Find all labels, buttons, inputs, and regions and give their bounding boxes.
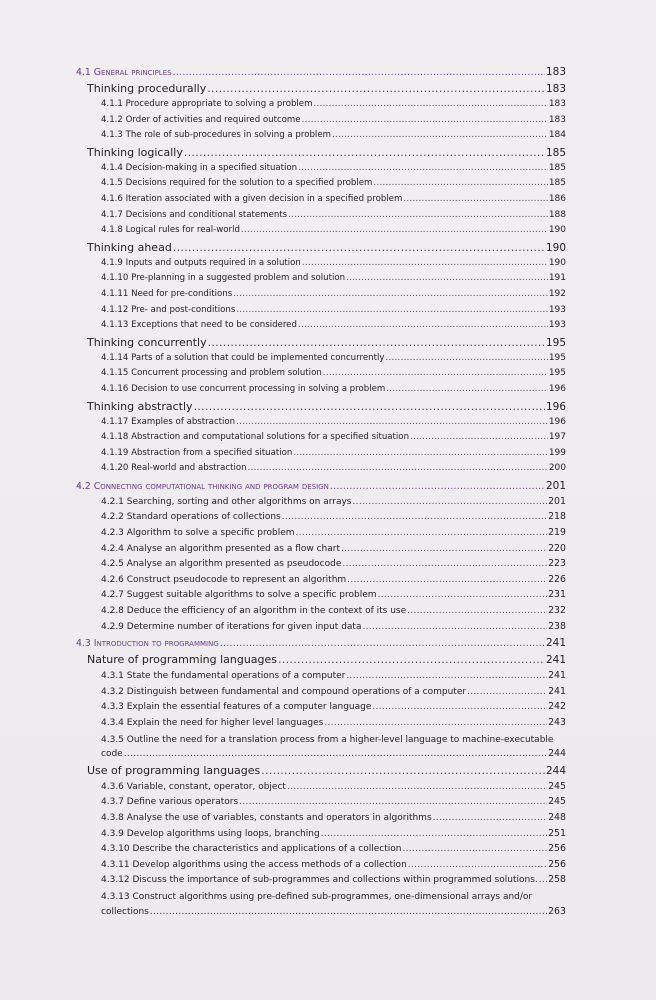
toc-item-label: 4.3.11 Develop algorithms using the access methods of a collection [101, 859, 407, 870]
toc-item[interactable] [76, 686, 566, 702]
toc-item-label: 4.3.3 Explain the essential features of a computer language [101, 702, 372, 713]
page-number: 256 [548, 843, 566, 855]
toc-item[interactable] [76, 874, 566, 890]
toc-item-label: 4.3.8 Analyse the use of variables, constants and operators in algorithms [101, 812, 432, 823]
leader-dots [302, 115, 548, 125]
page-number: 263 [548, 905, 566, 917]
leader-dots [346, 671, 547, 681]
page-number: 190 [548, 225, 566, 236]
page-number: 183 [545, 83, 566, 95]
leader-dots [220, 638, 545, 649]
page-number: 244 [548, 748, 566, 760]
toc-item[interactable] [76, 130, 566, 146]
toc-item[interactable] [76, 273, 566, 289]
leader-dots [372, 702, 547, 712]
page-number: 258 [548, 874, 566, 886]
page-number: 191 [548, 273, 566, 284]
page-number: 226 [548, 573, 566, 585]
page-number: 196 [548, 383, 566, 394]
toc-item-label: 4.1.18 Abstraction and computational solutions for a specified situation [101, 432, 410, 443]
toc-item-label: 4.2.7 Suggest suitable algorithms to solve a specific problem [101, 590, 377, 601]
leader-dots [539, 875, 547, 885]
toc-item-label: 4.2.9 Determine number of iterations for given input data [101, 621, 362, 632]
page-number: 183 [548, 114, 566, 125]
toc-item[interactable] [76, 859, 566, 875]
toc-item-label: 4.1.12 Pre- and post-conditions [101, 304, 236, 315]
page-number: 185 [545, 146, 566, 159]
toc-item-label: 4.2.3 Algorithm to solve a specific problem [101, 528, 295, 539]
page-number: 219 [548, 527, 566, 539]
page-number: 241 [545, 637, 566, 650]
leader-dots [410, 432, 548, 442]
toc-item[interactable] [76, 701, 566, 717]
toc-section-title: 4.2 Connecting computational thinking and program design [76, 480, 329, 492]
page-number: 251 [548, 827, 566, 839]
toc-item-label: 4.1.6 Iteration associated with a given decision in a specified problem [101, 193, 403, 204]
leader-dots [362, 622, 547, 632]
toc-item-label: 4.3.9 Develop algorithms using loops, branching [101, 828, 320, 839]
toc-item-label: 4.1.3 The role of sub-procedures in solving a problem [101, 130, 331, 141]
leader-dots [236, 417, 548, 427]
toc-item[interactable] [76, 828, 566, 844]
leader-dots [323, 368, 548, 378]
toc-item-label: 4.3.1 State the fundamental operations of a computer [101, 671, 346, 682]
toc-group-title: Thinking ahead [87, 240, 172, 254]
page-number: 220 [548, 542, 566, 554]
page-number: 184 [548, 130, 566, 141]
toc-item[interactable] [76, 527, 566, 543]
toc-group-thinking-logically[interactable] [76, 146, 566, 163]
toc-item[interactable] [76, 163, 566, 179]
leader-dots [353, 497, 548, 507]
page-number: 195 [548, 368, 566, 379]
toc-group-title: Thinking abstractly [87, 399, 193, 413]
page-number: 201 [548, 495, 566, 507]
toc-item-label: 4.1.7 Decisions and conditional statements [101, 209, 288, 220]
toc-item-label: 4.1.14 Parts of a solution that could be implemented concurrently [101, 352, 385, 363]
page-number: 186 [548, 193, 566, 204]
page-number: 193 [548, 304, 566, 315]
page-number: 238 [548, 620, 566, 632]
toc-item[interactable] [76, 258, 566, 274]
toc-item[interactable] [76, 289, 566, 305]
toc-item-label: 4.1.15 Concurrent processing and problem solution [101, 368, 322, 379]
toc-item-label: 4.3.6 Variable, constant, operator, object [101, 781, 286, 792]
toc-item-label: 4.1.11 Need for pre-conditions [101, 288, 233, 299]
toc-item[interactable] [76, 210, 566, 226]
page-number: 190 [545, 241, 566, 254]
leader-dots [208, 336, 545, 349]
toc-group-nature-of-programming-languages[interactable] [76, 653, 566, 670]
page-number: 185 [548, 178, 566, 189]
toc-item-label: 4.1.19 Abstraction from a specified situation [101, 447, 293, 458]
toc-item-label-line2: collections [101, 906, 149, 917]
toc-item-label: 4.1.16 Decision to use concurrent processing in solving a problem [101, 383, 386, 394]
toc-section-title: 4.1 General principles [76, 67, 172, 78]
toc-item-label: 4.2.8 Deduce the efficiency of an algorithm in the context of its use [101, 606, 407, 617]
toc-item-label: 4.2.6 Construct pseudocode to represent an algorithm [101, 574, 347, 585]
leader-dots [407, 606, 547, 616]
toc-item-label: 4.1.4 Decision-making in a specified situation [101, 162, 298, 173]
leader-dots [347, 575, 547, 585]
leader-dots [385, 353, 547, 363]
toc-item[interactable] [76, 417, 566, 433]
page-number: 244 [545, 764, 566, 777]
toc-section-title: 4.3 Introduction to programming [76, 638, 219, 650]
page-number: 200 [548, 463, 566, 474]
toc-item-label: 4.2.2 Standard operations of collections [101, 512, 281, 523]
toc-item[interactable] [76, 225, 566, 241]
toc-item-label-line2: code [101, 749, 123, 760]
leader-dots [194, 400, 545, 413]
leader-dots [330, 481, 545, 492]
toc-item-label: 4.1.13 Exceptions that need to be considered [101, 320, 297, 331]
leader-dots [386, 384, 548, 394]
toc-item[interactable] [76, 368, 566, 384]
page-number: 199 [548, 447, 566, 458]
toc-item[interactable] [76, 558, 566, 574]
leader-dots [287, 782, 547, 792]
toc-group-title: Thinking procedurally [87, 82, 207, 95]
toc-group-title: Use of programming languages [87, 763, 261, 777]
leader-dots [239, 797, 547, 807]
leader-dots [341, 544, 547, 554]
page-number: 223 [548, 558, 566, 570]
leader-dots [261, 764, 545, 777]
page-number: 185 [548, 162, 566, 173]
page-number: 183 [545, 66, 566, 78]
leader-dots [346, 273, 548, 283]
toc-section-4-2[interactable] [76, 480, 566, 496]
leader-dots [378, 590, 548, 600]
toc-item[interactable] [76, 621, 566, 637]
page-number: 192 [548, 288, 566, 299]
toc-item[interactable] [76, 194, 566, 210]
toc-item[interactable] [76, 589, 566, 605]
toc-item-label: 4.1.20 Real-world and abstraction [101, 463, 247, 474]
toc-item-label: 4.3.4 Explain the need for higher level languages [101, 718, 324, 728]
leader-dots [150, 907, 547, 917]
toc-group-thinking-ahead[interactable] [76, 241, 566, 258]
leader-dots [408, 860, 547, 870]
leader-dots [402, 844, 547, 854]
leader-dots [282, 512, 547, 522]
page-number: 232 [548, 605, 566, 617]
leader-dots [236, 305, 547, 315]
toc-item-multiline[interactable] [76, 890, 566, 921]
toc-section-4-3[interactable] [76, 637, 566, 653]
toc-item-label-line1: 4.3.5 Outline the need for a translation process from a higher-level language to machine-executable [101, 734, 554, 745]
leader-dots [324, 718, 547, 728]
toc-item-label-line1: 4.3.13 Construct algorithms using pre-defined sub-programmes, one-dimensional arrays and/or [101, 891, 533, 902]
toc-item[interactable] [76, 448, 566, 464]
toc-group-thinking-concurrently[interactable] [76, 336, 566, 353]
page-number: 190 [548, 257, 566, 268]
toc-item[interactable] [76, 496, 566, 512]
page-number: 195 [545, 336, 566, 349]
leader-dots [248, 463, 548, 473]
toc-item-label: 4.2.4 Analyse an algorithm presented as a flow chart [101, 543, 340, 554]
page-number: 248 [548, 811, 566, 823]
page-number: 241 [548, 685, 566, 697]
toc-item[interactable] [76, 812, 566, 828]
page-number: 245 [548, 796, 566, 808]
toc-item[interactable] [76, 463, 566, 479]
toc-item-label: 4.1.2 Order of activities and required outcome [101, 114, 301, 125]
toc-item[interactable] [76, 99, 566, 115]
toc-item-multiline[interactable] [76, 733, 566, 764]
toc-item[interactable] [76, 843, 566, 859]
toc-item-label: 4.1.8 Logical rules for real-world [101, 225, 240, 236]
toc-item-label: 4.1.17 Examples of abstraction [101, 416, 236, 427]
leader-dots [184, 146, 545, 159]
toc-item[interactable] [76, 115, 566, 131]
page-number: 256 [548, 858, 566, 870]
leader-dots [288, 210, 548, 220]
toc-group-title: Thinking concurrently [87, 335, 207, 349]
toc-group-use-of-programming-languages[interactable] [76, 764, 566, 781]
leader-dots [173, 241, 545, 254]
page-number: 242 [548, 701, 566, 713]
toc-item-label: 4.1.1 Procedure appropriate to solving a problem [101, 99, 313, 109]
toc-section-4-1[interactable] [76, 66, 566, 82]
toc-item-label: 4.1.9 Inputs and outputs required in a solution [101, 257, 301, 268]
leader-dots [313, 99, 547, 109]
toc-item[interactable] [76, 511, 566, 527]
leader-dots [296, 528, 548, 538]
leader-dots [302, 258, 548, 268]
leader-dots [342, 559, 547, 569]
leader-dots [207, 82, 545, 95]
toc-item[interactable] [76, 670, 566, 686]
toc-item[interactable] [76, 781, 566, 797]
page-number: 245 [548, 780, 566, 792]
page-number: 196 [545, 400, 566, 413]
toc-item-label: 4.2.5 Analyse an algorithm presented as pseudocode [101, 559, 342, 570]
leader-dots [467, 687, 547, 697]
toc-item[interactable] [76, 574, 566, 590]
toc-item[interactable] [76, 717, 566, 733]
page-number: 201 [545, 479, 566, 492]
page-number: 188 [548, 209, 566, 220]
toc-item[interactable] [76, 320, 566, 336]
toc-item-label: 4.3.2 Distinguish between fundamental and compound operations of a computer [101, 686, 467, 697]
toc-group-title: Nature of programming languages [87, 653, 278, 667]
toc-item[interactable] [76, 543, 566, 559]
toc-item-label: 4.1.10 Pre-planning in a suggested problem and solution [101, 273, 346, 284]
toc-item-label: 4.1.5 Decisions required for the solution to a specified problem [101, 178, 373, 189]
leader-dots [298, 163, 548, 173]
table-of-contents [76, 66, 566, 921]
toc-group-title: Thinking logically [87, 145, 183, 159]
leader-dots [241, 225, 548, 235]
page-number: 183 [548, 99, 566, 109]
page-number: 243 [548, 717, 566, 728]
toc-item-label: 4.3.12 Discuss the importance of sub-programmes and collections within programmed solutions. [101, 875, 538, 886]
leader-dots [278, 653, 545, 666]
page-number: 241 [545, 654, 566, 667]
leader-dots [173, 67, 545, 78]
leader-dots [433, 813, 547, 823]
toc-item[interactable] [76, 178, 566, 194]
toc-item[interactable] [76, 384, 566, 400]
toc-item-label: 4.3.7 Define various operators [101, 797, 239, 808]
leader-dots [298, 320, 548, 330]
toc-group-thinking-procedurally[interactable] [76, 82, 566, 99]
toc-group-thinking-abstractly[interactable] [76, 400, 566, 417]
page-number: 196 [548, 416, 566, 427]
toc-item[interactable] [76, 605, 566, 621]
page-number: 231 [548, 589, 566, 601]
page-number: 197 [548, 432, 566, 443]
leader-dots [124, 749, 547, 759]
leader-dots [332, 130, 548, 140]
toc-item[interactable] [76, 353, 566, 369]
page-number: 218 [548, 511, 566, 523]
leader-dots [293, 448, 547, 458]
leader-dots [233, 289, 548, 299]
leader-dots [403, 194, 547, 204]
page-number: 193 [548, 320, 566, 331]
toc-item-label: 4.3.10 Describe the characteristics and applications of a collection [101, 844, 402, 855]
toc-item-label: 4.2.1 Searching, sorting and other algorithms on arrays [101, 496, 352, 507]
toc-item[interactable] [76, 432, 566, 448]
page-number: 195 [548, 352, 566, 363]
page-number: 241 [548, 670, 566, 682]
leader-dots [321, 829, 547, 839]
leader-dots [373, 178, 547, 188]
toc-item[interactable] [76, 305, 566, 321]
toc-item[interactable] [76, 796, 566, 812]
